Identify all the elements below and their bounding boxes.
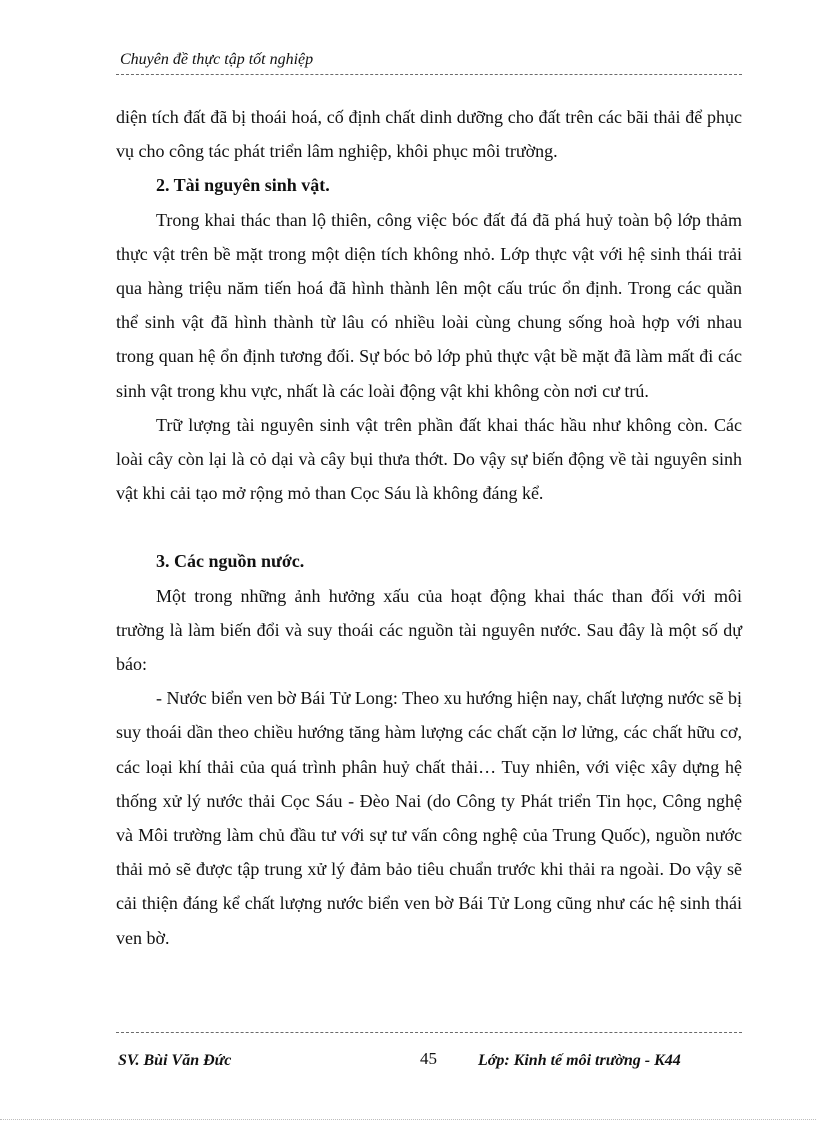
page-bottom-edge [0, 1119, 816, 1120]
footer-student-name: SV. Bùi Văn Đức [118, 1052, 232, 1069]
header-divider [116, 74, 742, 75]
section-spacer [116, 510, 742, 544]
paragraph-water-2: - Nước biển ven bờ Bái Tử Long: Theo xu hướng hiện nay, chất lượng nước sẽ bị suy thoái dần theo chiều hướng tăng hàm lượng các chất cặn lơ lửng, các chất hữu cơ, các loại khí thải của quá trình phân huỷ chất thải… Tuy nhiên, với việc xây dựng hệ thống xử lý nước thải Cọc Sáu - Đèo Nai (do Công ty Phát triển Tin học, Công nghệ và Môi trường làm chủ đầu tư với sự tư vấn công nghệ của Trung Quốc), nguồn nước thải mỏ sẽ được tập trung xử lý đảm bảo tiêu chuẩn trước khi thải ra ngoài. Do vậy sẽ cải thiện đáng kể chất lượng nước biển ven bờ Bái Tử Long cũng như các hệ sinh thái ven bờ. [116, 688, 742, 948]
document-body [116, 100, 742, 955]
page-number: 45 [420, 1049, 437, 1068]
paragraph-biological-2: Trữ lượng tài nguyên sinh vật trên phần đất khai thác hầu như không còn. Các loài cây còn lại là cỏ dại và cây bụi thưa thớt. Do vậy sự biến động về tài nguyên sinh vật khi cải tạo mở rộng mỏ than Cọc Sáu là không đáng kể. [116, 414, 742, 504]
paragraph-biological-1: Trong khai thác than lộ thiên, công việc bóc đất đá đã phá huỷ toàn bộ lớp thảm thực vật trên bề mặt trong một diện tích không nhỏ. Lớp thực vật với hệ sinh thái trải qua hàng triệu năm tiến hoá đã hình thành lên một cấu trúc ổn định. Trong các quần thể sinh vật đã hình thành từ lâu có nhiều loài cùng chung sống hoà hợp với nhau trong quan hệ ổn định tương đối. Sự bóc bỏ lớp phủ thực vật bề mặt đã làm mất đi các sinh vật trong khu vực, nhất là các loài động vật khi không còn nơi cư trú. [116, 209, 742, 401]
page-header-title: Chuyên đề thực tập tốt nghiệp [120, 51, 314, 68]
footer-class-name: Lớp: Kinh tế môi trường - K44 [478, 1052, 681, 1069]
paragraph-water-1: Một trong những ảnh hưởng xấu của hoạt động khai thác than đối với môi trường là làm biến đổi và suy thoái các nguồn tài nguyên nước. Sau đây là một số dự báo: [116, 585, 742, 675]
section-heading-biological-resources: 2. Tài nguyên sinh vật. [156, 175, 330, 196]
section-heading-water-sources: 3. Các nguồn nước. [156, 551, 305, 572]
paragraph-intro: diện tích đất đã bị thoái hoá, cố định chất dinh dưỡng cho đất trên các bãi thải để phục vụ cho công tác phát triển lâm nghiệp, khôi phục môi trường. [116, 107, 742, 162]
footer-divider [116, 1032, 742, 1033]
